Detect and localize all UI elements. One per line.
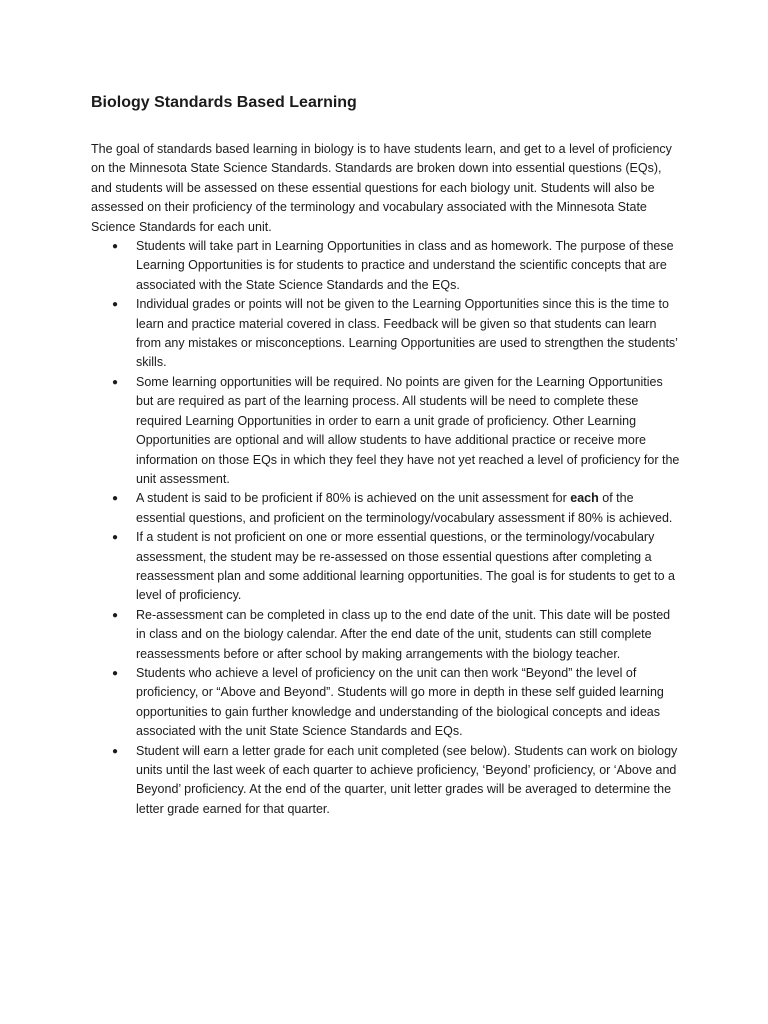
bullet-text: If a student is not proficient on one or more essential questions, or the terminology/vocabulary assessment, the student may be re-assessed on those essential questions after completing a reassessment plan and some additional learning opportunities. The goal is for students to get to a level of proficiency. — [136, 530, 675, 603]
list-item — [91, 237, 681, 295]
bullet-icon: ● — [112, 299, 119, 311]
list-item — [91, 606, 681, 664]
list-item — [91, 295, 681, 373]
list-item — [91, 489, 681, 528]
bullet-icon: ● — [112, 532, 119, 544]
list-item — [91, 742, 681, 820]
bullet-text: Re-assessment can be completed in class up to the end date of the unit. This date will be posted in class and on the biology calendar. After the end date of the unit, students can still complete reassessments before or after school by making arrangements with the biology teacher. — [136, 607, 671, 661]
bullet-text: Some learning opportunities will be required. No points are given for the Learning Opportunities but are required as part of the learning process. All students will be need to complete these required Learning Opportunities in order to earn a unit grade of proficiency. Other Learning Opportunities are optional and will allow students to have additional practice or receive more information on those EQs in which they feel they have not yet reached a level of proficiency for the unit assessment. — [136, 374, 680, 486]
bullet-text-after: of the essential questions, and proficient on the terminology/vocabulary assessment if 80% is achieved. — [136, 491, 673, 525]
bullet-icon: ● — [112, 667, 119, 679]
bullet-text-before: A student is said to be proficient if 80% is achieved on the unit assessment for — [136, 491, 571, 506]
bullet-icon: ● — [112, 745, 119, 757]
document-title: Biology Standards Based Learning — [91, 94, 357, 111]
bullet-text: Student will earn a letter grade for each unit completed (see below). Students can work on biology units until the last week of each quarter to achieve proficiency, ‘Beyond’ proficiency, or ‘Above and Beyond’ proficiency. At the end of the quarter, unit letter grades will be averaged to determine the letter grade earned for that quarter. — [136, 743, 678, 816]
bullet-icon: ● — [112, 376, 119, 388]
bullet-text: Students who achieve a level of proficiency on the unit can then work “Beyond” the level of proficiency, or “Above and Beyond”. Students will go more in depth in these self guided learning opportunities to gain further knowledge and understanding of the biological concepts and ideas associated with the unit State Science Standards and EQs. — [136, 665, 664, 739]
bullet-text-emphasis: each — [570, 491, 599, 506]
intro-paragraph: The goal of standards based learning in biology is to have students learn, and get to a level of proficiency on the Minnesota State Science Standards. Standards are broken down into essential questions (EQs), and students will be assessed on these essential questions for each biology unit. Students will also be assessed on their proficiency of the terminology and vocabulary associated with the Minnesota State Science Standards for each unit. — [91, 142, 672, 234]
bullet-icon: ● — [112, 609, 119, 621]
list-item — [91, 664, 681, 742]
bullet-icon: ● — [112, 241, 119, 253]
bullet-text: Individual grades or points will not be given to the Learning Opportunities since this is the time to learn and practice material covered in class. Feedback will be given so that students can learn from any mistakes or misconceptions. Learning Opportunities are used to strengthen the students’ skills. — [136, 297, 678, 370]
bullet-list — [91, 237, 681, 819]
bullet-icon: ● — [112, 493, 119, 505]
bullet-text: Students will take part in Learning Opportunities in class and as homework. The purpose of these Learning Opportunities is for students to practice and understand the scientific concepts that are associated with the State Science Standards and the EQs. — [136, 239, 674, 292]
document-page — [91, 93, 681, 819]
bullet-text — [136, 491, 672, 524]
list-item — [91, 373, 681, 489]
list-item — [91, 528, 681, 606]
